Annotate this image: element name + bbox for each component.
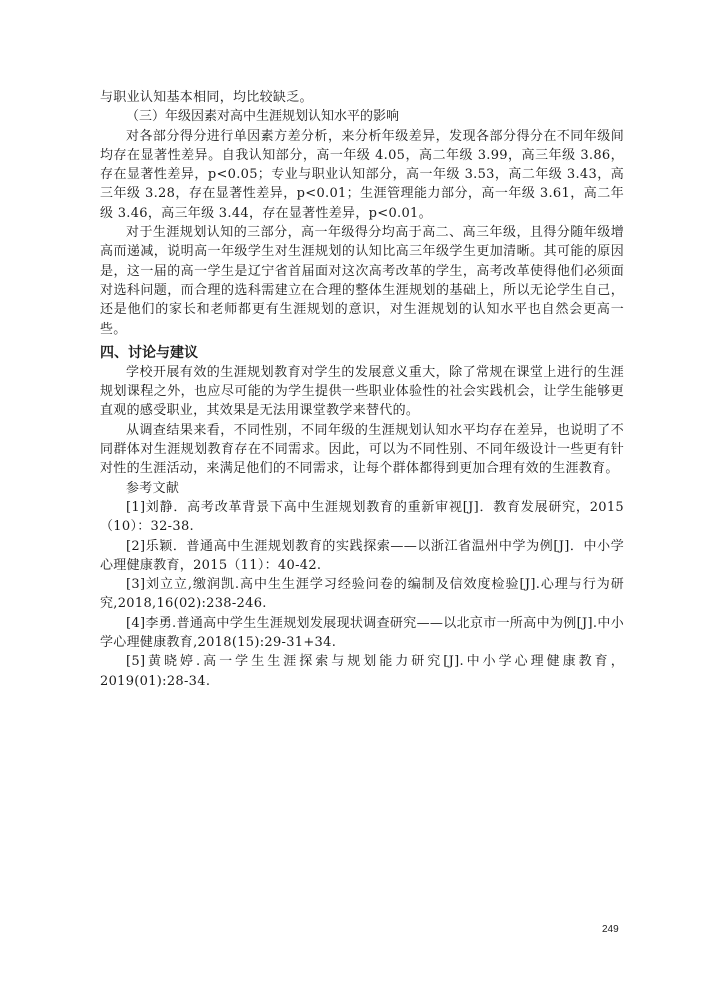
page-body	[100, 88, 624, 691]
page-number: 249	[602, 924, 619, 935]
paragraph-discussion-1: 学校开展有效的生涯规划教育对学生的发展意义重大，除了常规在课堂上进行的生涯规划课程之外，也应尽可能的为学生提供一些职业体验性的社会实践机会，让学生能够更直观的感受职业，其效果是无法用课堂教学来替代的。	[100, 364, 624, 419]
reference-item-3: [3]刘立立,缴润凯.高中生生涯学习经验问卷的编制及信效度检验[J].心理与行为研究,2018,16(02):238-246.	[100, 577, 624, 612]
section-subheading: （三）年级因素对高中生涯规划认知水平的影响	[126, 109, 400, 125]
paragraph-anova: 对各部分得分进行单因素方差分析，来分析年级差异，发现各部分得分在不同年级间均存在显著性差异。自我认知部分，高一年级 4.05，高二年级 3.99，高三年级 3.86，存在显著性差异，p<0.05；专业与职业认知部分，高一年级 3.53，高二年级 3.43，高三年级 3.28，存在显著性差异，p<0.01；生涯管理能力部分，高一年级 3.61，高二年级 3.46，高三年级 3.44，存在显著性差异，p<0.01。	[100, 128, 624, 221]
reference-item-2: [2]乐颖．普通高中生涯规划教育的实践探索——以浙江省温州中学为例[J]．中小学心理健康教育，2015（11）：40-42.	[100, 538, 624, 573]
reference-item-1: [1]刘静．高考改革背景下高中生涯规划教育的重新审视[J]．教育发展研究，2015（10）：32-38.	[100, 499, 624, 535]
paragraph-discussion-2: 从调查结果来看，不同性别，不同年级的生涯规划认知水平均存在差异，也说明了不同群体对生涯规划教育存在不同需求。因此，可以为不同性别、不同年级设计一些更有针对性的生涯活动，来满足他们的不同需求，让每个群体都得到更加合理有效的生涯教育。	[100, 422, 624, 477]
paragraph-continuation: 与职业认知基本相同，均比较缺乏。	[100, 90, 313, 105]
section-heading-discussion: 四、讨论与建议	[100, 344, 198, 361]
reference-item-4: [4]李勇.普通高中学生生涯规划发展现状调查研究——以北京市一所高中为例[J].中小学心理健康教育,2018(15):29-31+34.	[100, 615, 624, 651]
references-title: 参考文献	[126, 480, 180, 496]
reference-item-5: [5]黄晓婷.高一学生生涯探索与规划能力研究[J].中小学心理健康教育，2019(01):28-34.	[100, 654, 624, 689]
paragraph-grade-analysis: 对于生涯规划认知的三部分，高一年级得分均高于高二、高三年级，且得分随年级增高而递减，说明高一年级学生对生涯规划的认知比高三年级学生更加清晰。其可能的原因是，这一届的高一学生是辽宁省首届面对这次高考改革的学生，高考改革使得他们必须面对选科问题，而合理的选科需建立在合理的整体生涯规划的基础上，所以无论学生自己，还是他们的家长和老师都更有生涯规划的意识，对生涯规划的认知水平也自然会更高一些。	[100, 225, 624, 337]
